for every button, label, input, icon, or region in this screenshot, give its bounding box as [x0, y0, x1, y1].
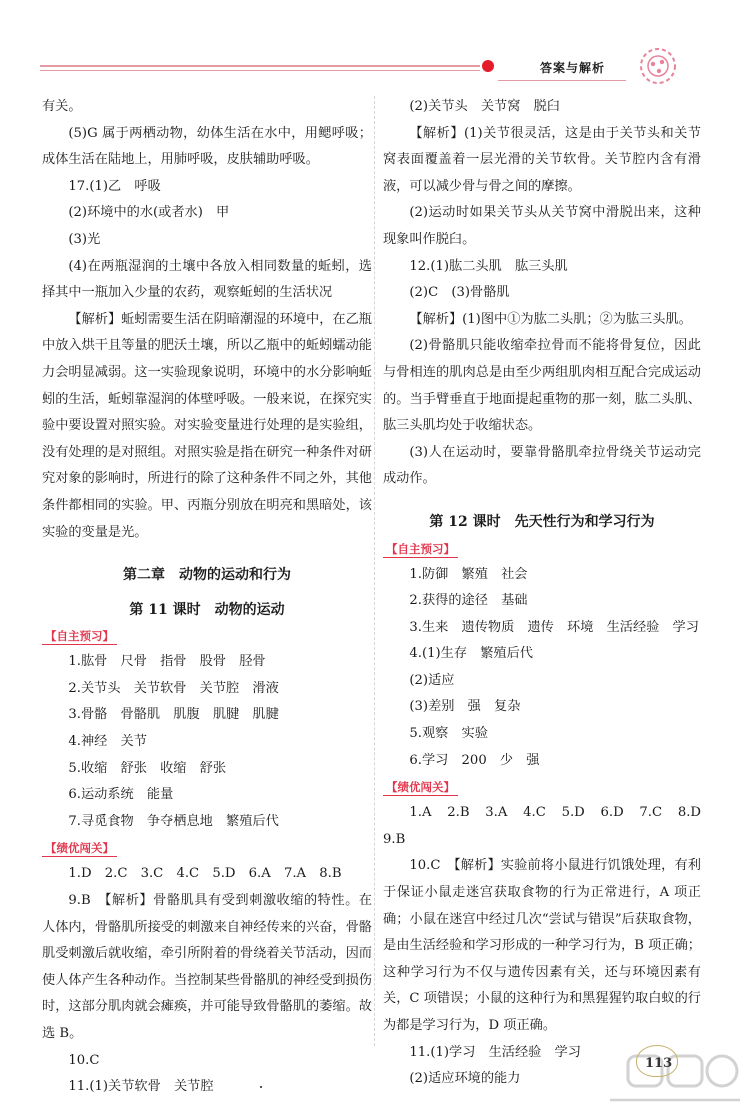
text-line: (5)G 属于两栖动物，幼体生活在水中，用鳃呼吸；成体生活在陆地上，用肺呼吸，皮肤辅助呼吸。 — [42, 125, 372, 168]
column-divider — [374, 96, 375, 1046]
answer-line: 12.(1)肱二头肌 肱三头肌 — [409, 258, 568, 274]
explanation-text: 10.C 【解析】实验前将小鼠进行饥饿处理，有利于保证小鼠走迷宫获取食物的行为正常进行，A 项正确；小鼠在迷宫中经过几次“尝试与错误”后获取食物，是由生活经验和学习形成的一种学习行为，B 项正确；这种学习行为不仅与遗传因素有关，还与环境因素有关，C 项错误；小鼠的这种行为和黑猩猩钓取白蚁的行为都是学习行为，D 项正确。 — [383, 858, 701, 1033]
answer-line: (4)在两瓶湿润的土壤中各放入相同数量的蚯蚓，选择其中一瓶加入少量的农药，观察蚯蚓的生活状况 — [42, 258, 372, 301]
answer-line: 1.A 2.B 3.A 4.C 5.D 6.D 7.C 8.D 9.B — [383, 805, 715, 847]
page-number: 113 — [645, 1056, 673, 1071]
header-rule-upper — [40, 65, 480, 67]
answer-line: (2)C (3)骨骼肌 — [409, 285, 510, 301]
answer-line: 3.生来 遗传物质 遗传 环境 生活经验 学习 — [409, 619, 699, 635]
explanation-text: (2)运动时如果关节头从关节窝中滑脱出来，这种现象叫作脱臼。 — [383, 205, 701, 247]
chapter-heading: 第二章 动物的运动和行为 — [123, 567, 291, 584]
answer-line: 6.运动系统 能量 — [68, 787, 174, 803]
answer-line: 11.(1)学习 生活经验 学习 — [409, 1044, 581, 1060]
text-line: 有关。 — [42, 99, 82, 114]
answer-line: (2)环境中的水(或者水) 甲 — [68, 205, 230, 221]
answer-line: 5.收缩 舒张 收缩 舒张 — [68, 760, 227, 776]
answer-line: (3)光 — [68, 231, 101, 247]
explanation-text: 【解析】(1)关节很灵活，这是由于关节头和关节窝表面覆盖着一层光滑的关节软骨。关节腔内含有滑液，可以减少骨与骨之间的摩擦。 — [383, 125, 701, 194]
section-tag: 【绩优闯关】 — [383, 778, 458, 796]
section-tag-row — [42, 839, 372, 859]
explanation-text: 9.B 【解析】骨骼肌具有受到刺激收缩的特性。在人体内，骨骼肌所接受的刺激来自神经传来的兴奋，骨骼肌受刺激后就收缩，牵引所附着的骨绕着关节活动，因而使人体产生各种动作。当控制某些骨骼肌的神经受到损伤时，这部分肌肉就会瘫痪，并可能导致骨骼肌的萎缩。故选 B。 — [42, 893, 372, 1041]
section-tag-row — [42, 627, 372, 647]
answer-line: 3.骨骼 骨骼肌 肌腹 肌腱 肌腱 — [68, 707, 279, 723]
red-dot-icon — [482, 60, 494, 72]
answer-line: 2.关节头 关节软骨 关节腔 滑液 — [68, 680, 279, 696]
flower-logo-icon — [636, 44, 680, 88]
answer-line: (2)适应 — [409, 672, 455, 688]
answer-line: 10.C — [68, 1052, 100, 1068]
answer-line: 5.观察 实验 — [409, 726, 488, 742]
explanation-text: (3)人在运动时，要靠骨骼肌牵拉骨绕关节运动完成动作。 — [383, 444, 701, 487]
explanation-text: 【解析】(1)图中①为肱二头肌；②为肱三头肌。 — [409, 311, 692, 327]
answer-line: 4.(1)生存 繁殖后代 — [409, 646, 533, 662]
answer-line: 1.D 2.C 3.C 4.C 5.D 6.A 7.A 8.B — [68, 866, 342, 882]
answer-line: (2)关节头 关节窝 脱臼 — [409, 99, 560, 114]
section-tag: 【自主预习】 — [383, 540, 458, 558]
answer-line: 11.(1)关节软骨 关节腔 — [68, 1079, 214, 1095]
explanation-text: (2)骨骼肌只能收缩牵拉骨而不能将骨复位，因此与骨相连的肌肉总是由至少两组肌肉相互配合完成运动的。当手臂垂直于地面提起重物的那一刻，肱二头肌、肱三头肌均处于收缩状态。 — [383, 338, 701, 434]
question-number: 17.(1)乙 呼吸 — [68, 178, 161, 194]
answer-line: 1.防御 繁殖 社会 — [409, 566, 528, 582]
section-tag-row — [383, 540, 701, 560]
answer-line: 6.学习 200 少 强 — [409, 752, 540, 768]
right-column — [383, 94, 715, 1093]
header-rule-lower — [40, 70, 480, 71]
explanation-text: 【解析】蚯蚓需要生活在阴暗潮湿的环境中，在乙瓶中放入烘干且等量的肥沃土壤，所以乙瓶中的蚯蚓蠕动能力会明显减弱。这一实验现象说明，环境中的水分影响蚯蚓的生活，蚯蚓靠湿润的体壁呼吸。一般来说，在探究实验中要设置对照实验。对实验变量进行处理的是实验组，没有处理的是对照组。对照实验是指在研究一种条件对研究对象的影响时，所进行的除了这种条件不同之外，其他条件都相同的实验。甲、丙瓶分别放在明亮和黑暗处，该实验的变量是光。 — [42, 311, 372, 540]
answer-line: 2.获得的途径 基础 — [409, 593, 528, 609]
dot-mark — [260, 1086, 262, 1088]
answer-line: 1.肱骨 尺骨 指骨 股骨 胫骨 — [68, 654, 266, 670]
header-title-underline — [498, 80, 626, 81]
section-tag-row — [383, 778, 701, 798]
answer-line: 4.神经 关节 — [68, 734, 147, 750]
answer-line: (3)差别 强 复杂 — [409, 699, 521, 715]
header-title: 答案与解析 — [540, 61, 606, 75]
page-header — [0, 0, 750, 90]
lesson-heading: 第 12 课时 先天性行为和学习行为 — [429, 513, 655, 530]
section-tag: 【绩优闯关】 — [42, 839, 117, 857]
left-column — [42, 94, 372, 1101]
answer-line: 7.寻觅食物 争夺栖息地 繁殖后代 — [68, 813, 279, 829]
section-tag: 【自主预习】 — [42, 627, 117, 645]
answer-line: (2)适应环境的能力 — [409, 1071, 521, 1087]
lesson-heading: 第 11 课时 动物的运动 — [129, 601, 285, 618]
